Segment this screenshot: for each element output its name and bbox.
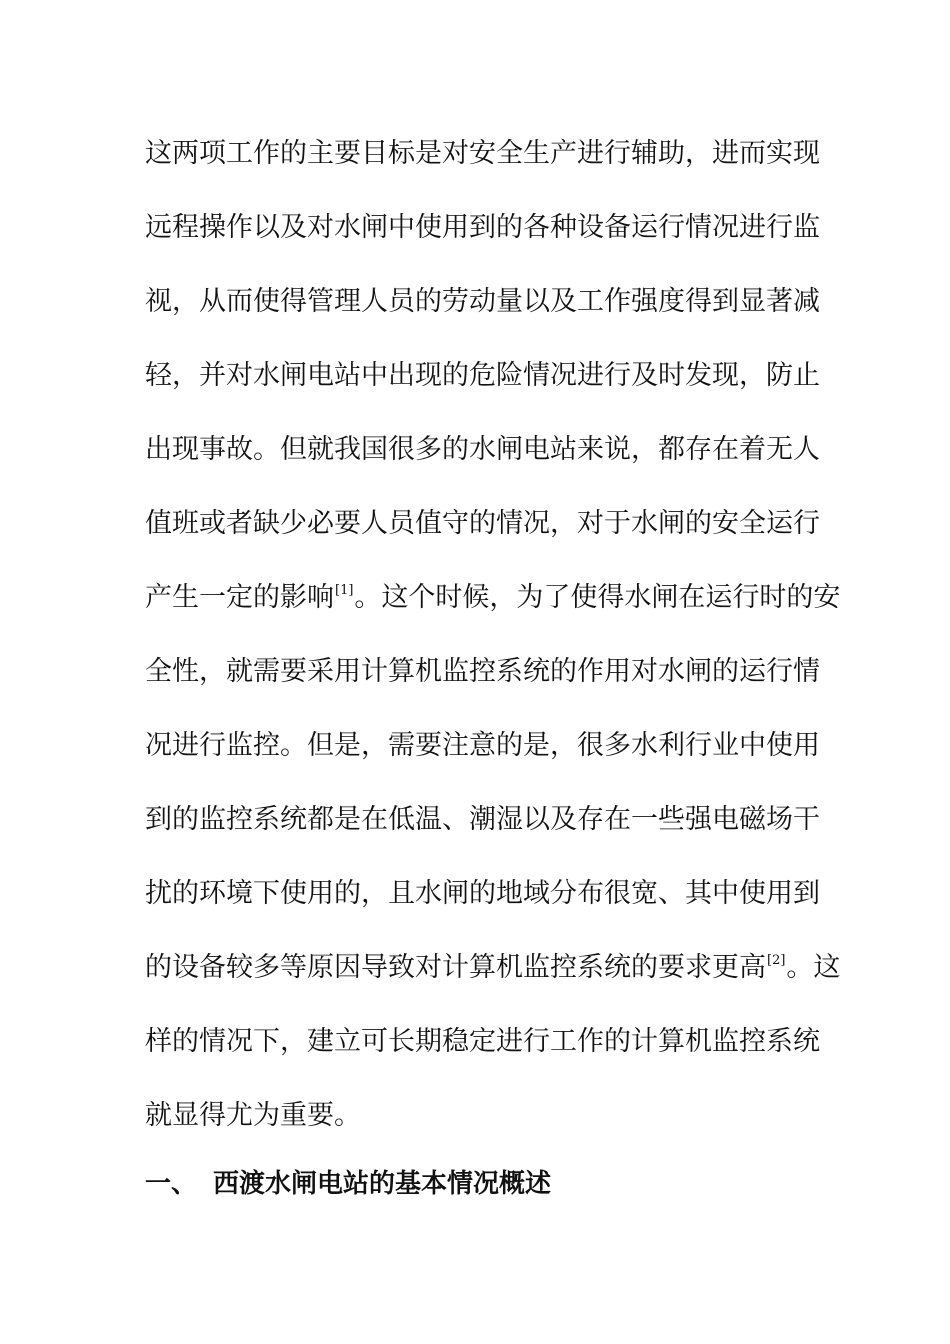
paragraph-line [145, 942, 841, 1016]
paragraph-line: 远程操作以及对水闸中使用到的各种设备运行情况进行监 [145, 212, 820, 243]
line-text: 。这个时候，为了使得水闸在运行时的安 [354, 582, 841, 613]
paragraph-line: 出现事故。但就我国很多的水闸电站来说，都存在着无人 [145, 434, 820, 465]
paragraph-line: 就显得尤为重要。 [145, 1100, 361, 1131]
paragraph-line: 轻，并对水闸电站中出现的危险情况进行及时发现，防止 [145, 360, 820, 391]
citation-1: [1] [335, 583, 354, 598]
paragraph-line: 扰的环境下使用的，且水闸的地域分布很宽、其中使用到 [145, 878, 820, 909]
paragraph-line: 视，从而使得管理人员的劳动量以及工作强度得到显著减 [145, 286, 820, 317]
citation-2: [2] [767, 953, 786, 968]
paragraph-line: 值班或者缺少必要人员值守的情况，对于水闸的安全运行 [145, 508, 820, 539]
paragraph-line: 到的监控系统都是在低温、潮湿以及存在一些强电磁场干 [145, 804, 820, 835]
body-paragraph [145, 128, 841, 1164]
paragraph-line: 样的情况下，建立可长期稳定进行工作的计算机监控系统 [145, 1026, 820, 1057]
paragraph-line: 况进行监控。但是，需要注意的是，很多水利行业中使用 [145, 730, 820, 761]
section-number: 一、 [145, 1169, 198, 1199]
line-text: 。这 [786, 952, 841, 983]
paragraph-line: 这两项工作的主要目标是对安全生产进行辅助，进而实现 [145, 138, 820, 169]
section-heading [145, 1164, 551, 1204]
line-text: 产生一定的影响 [145, 582, 334, 613]
section-title: 西渡水闸电站的基本情况概述 [213, 1169, 552, 1199]
paragraph-line [145, 572, 841, 646]
paragraph-line: 全性，就需要采用计算机监控系统的作用对水闸的运行情 [145, 656, 820, 687]
line-text: 的设备较多等原因导致对计算机监控系统的要求更高 [145, 952, 766, 983]
